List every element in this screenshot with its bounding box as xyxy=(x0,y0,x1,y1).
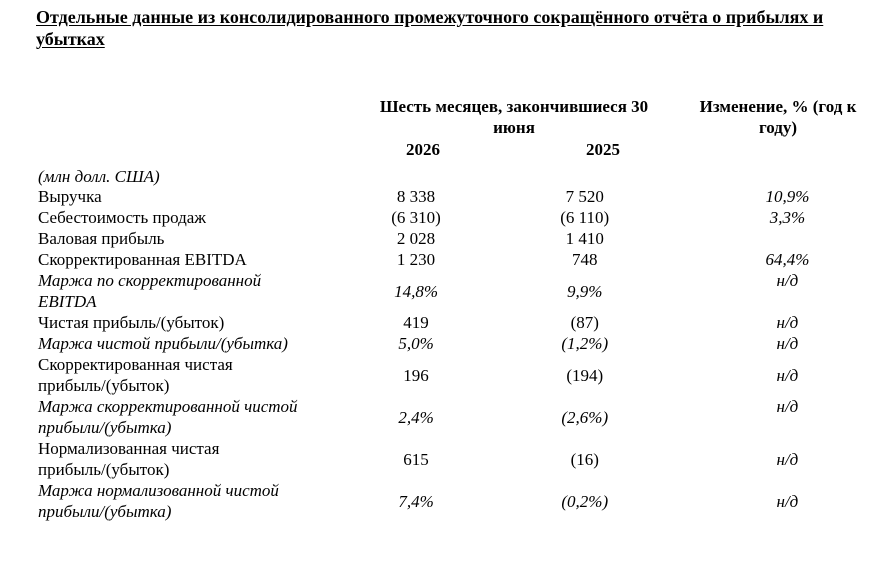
value-2026: 5,0% xyxy=(398,334,434,353)
value-2025: (1,2%) xyxy=(561,334,609,353)
change-value: н/д xyxy=(776,271,799,290)
table-row xyxy=(36,207,886,228)
table-row xyxy=(36,186,886,207)
year-2026-header: 2026 xyxy=(406,140,440,159)
value-2026: 419 xyxy=(403,313,429,332)
table-row xyxy=(36,438,886,480)
value-2025: 9,9% xyxy=(567,281,603,301)
table-row xyxy=(36,249,886,270)
units-label: (млн долл. США) xyxy=(38,167,160,186)
financial-table xyxy=(36,186,886,522)
value-2026: 2 028 xyxy=(396,229,436,248)
table-row xyxy=(36,228,886,249)
value-2026: 615 xyxy=(403,449,429,469)
row-label: Скорректированная EBITDA xyxy=(38,250,247,269)
value-2026: (6 310) xyxy=(391,208,441,227)
value-2025: (0,2%) xyxy=(561,491,609,511)
table-row xyxy=(36,270,886,312)
row-label: Маржа чистой прибыли/(убытка) xyxy=(38,334,288,353)
value-2026: 196 xyxy=(403,365,429,385)
table-row xyxy=(36,354,886,396)
change-header: Изменение, % (год к году) xyxy=(699,97,857,137)
table-row xyxy=(36,333,886,354)
value-2025: (2,6%) xyxy=(561,407,609,427)
table-row xyxy=(36,396,886,438)
change-value: н/д xyxy=(776,449,799,469)
year-2025-header: 2025 xyxy=(586,140,620,159)
value-2026: 7,4% xyxy=(398,491,434,511)
row-label: Выручка xyxy=(38,187,102,206)
change-value: н/д xyxy=(776,397,799,416)
change-value: н/д xyxy=(776,491,799,511)
value-2025: 1 410 xyxy=(565,229,604,248)
value-2025: (87) xyxy=(570,313,599,332)
table-row xyxy=(36,312,886,333)
value-2025: 748 xyxy=(571,250,598,269)
value-2026: 14,8% xyxy=(394,281,438,301)
table-row xyxy=(36,480,886,522)
change-value: н/д xyxy=(776,313,799,332)
row-label: Валовая прибыль xyxy=(38,229,165,248)
change-value: н/д xyxy=(776,365,799,385)
value-2026: 8 338 xyxy=(396,187,436,206)
row-label: Себестоимость продаж xyxy=(38,208,207,227)
value-2025: 7 520 xyxy=(565,187,604,206)
change-value: 10,9% xyxy=(765,187,810,206)
change-value: н/д xyxy=(776,334,799,353)
value-2025: (16) xyxy=(570,449,599,469)
change-value: 3,3% xyxy=(769,208,806,227)
change-value: 64,4% xyxy=(765,250,810,269)
period-header: Шесть месяцев, закончившиеся 30 июня xyxy=(379,97,649,137)
row-label: Маржа скорректированной чистой прибыли/(убытка) xyxy=(38,397,298,437)
value-2026: 1 230 xyxy=(396,250,436,269)
row-label: Нормализованная чистая прибыль/(убыток) xyxy=(38,439,220,479)
value-2025: (6 110) xyxy=(560,208,610,227)
value-2025: (194) xyxy=(566,365,604,385)
row-label: Скорректированная чистая прибыль/(убыток) xyxy=(38,355,233,395)
row-label: Чистая прибыль/(убыток) xyxy=(38,313,225,332)
row-label: Маржа по скорректированной EBITDA xyxy=(38,271,262,311)
change-value xyxy=(659,228,886,249)
value-2026: 2,4% xyxy=(398,407,434,427)
row-label: Маржа нормализованной чистой прибыли/(убытка) xyxy=(38,481,279,521)
report-title: Отдельные данные из консолидированного промежуточного сокращённого отчёта о прибылях и убытках xyxy=(36,7,824,49)
